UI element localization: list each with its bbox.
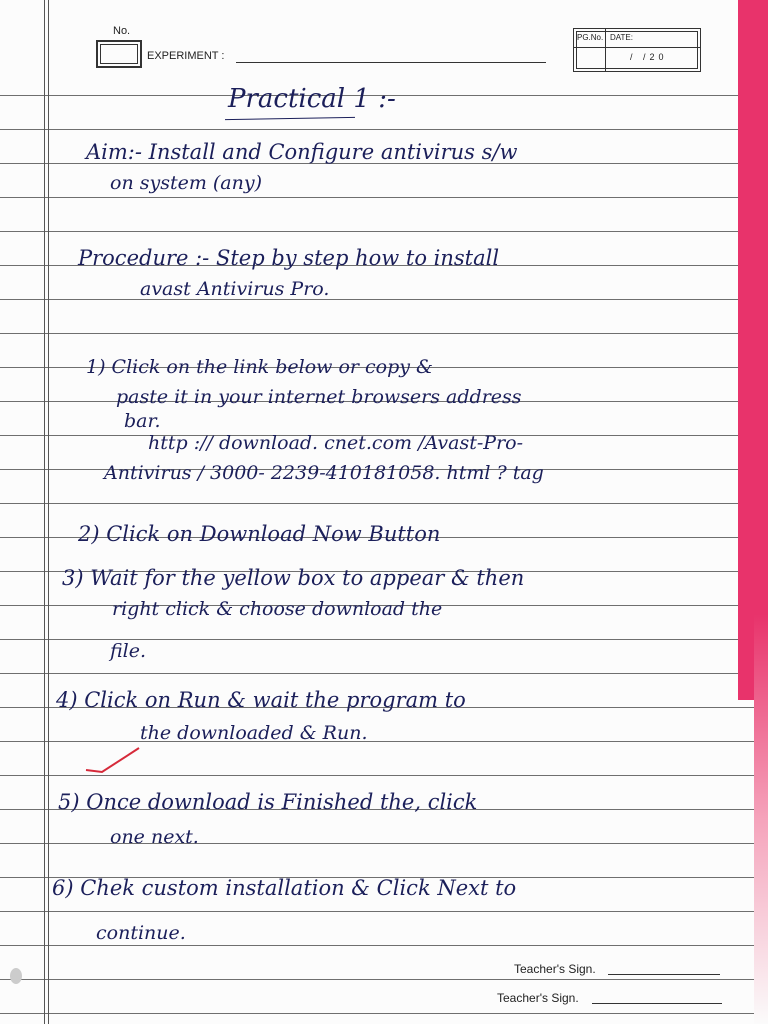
step-3-line-1: 3) Wait for the yellow box to appear & then	[62, 566, 525, 590]
step-1-line-2: paste it in your internet browsers address	[116, 386, 522, 408]
date-value: / /20	[630, 52, 668, 62]
teacher-sign-line-1	[608, 974, 720, 975]
page-edge-color	[754, 0, 768, 1024]
step-5-line-1: 5) Once download is Finished the, click	[58, 790, 478, 814]
margin-line	[48, 0, 49, 1024]
practical-title: Practical 1 :-	[228, 84, 396, 114]
procedure-line-1: Procedure :- Step by step how to install	[78, 246, 500, 270]
step-1-url-line-1: http :// download. cnet.com /Avast-Pro-	[148, 432, 524, 454]
experiment-line	[236, 62, 546, 63]
aim-line-1: Aim:- Install and Configure antivirus s/w	[86, 140, 518, 164]
teacher-sign-label-1: Teacher's Sign.	[514, 962, 596, 976]
step-1-line-1: 1) Click on the link below or copy &	[86, 356, 433, 378]
step-3-line-2: right click & choose download the	[112, 598, 443, 620]
binding-hole	[10, 968, 22, 984]
procedure-line-2: avast Antivirus Pro.	[140, 278, 330, 300]
step-4-line-1: 4) Click on Run & wait the program to	[56, 688, 466, 712]
step-1-url-line-2: Antivirus / 3000- 2239-410181058. html ? tag	[104, 462, 544, 484]
aim-line-2: on system (any)	[110, 172, 263, 194]
step-5-line-2: one next.	[110, 826, 199, 848]
step-4-line-2: the downloaded & Run.	[140, 722, 368, 744]
pg-no-label: PG.No.	[577, 33, 604, 42]
tick-mark	[84, 742, 144, 782]
step-6-line-2: continue.	[96, 922, 186, 944]
title-underline	[225, 117, 355, 120]
no-label: No.	[113, 25, 131, 37]
teacher-sign-label-2: Teacher's Sign.	[497, 991, 579, 1005]
step-6-line-1: 6) Chek custom installation & Click Next to	[52, 876, 517, 900]
step-3-line-3: file.	[110, 640, 147, 662]
step-1-line-3: bar.	[124, 410, 161, 432]
margin-line	[44, 0, 45, 1024]
experiment-label: EXPERIMENT :	[147, 50, 225, 62]
page-date-box	[573, 28, 701, 72]
date-label: DATE:	[610, 33, 633, 42]
no-box	[96, 40, 142, 68]
step-2: 2) Click on Download Now Button	[78, 522, 441, 546]
teacher-sign-line-2	[592, 1003, 722, 1004]
